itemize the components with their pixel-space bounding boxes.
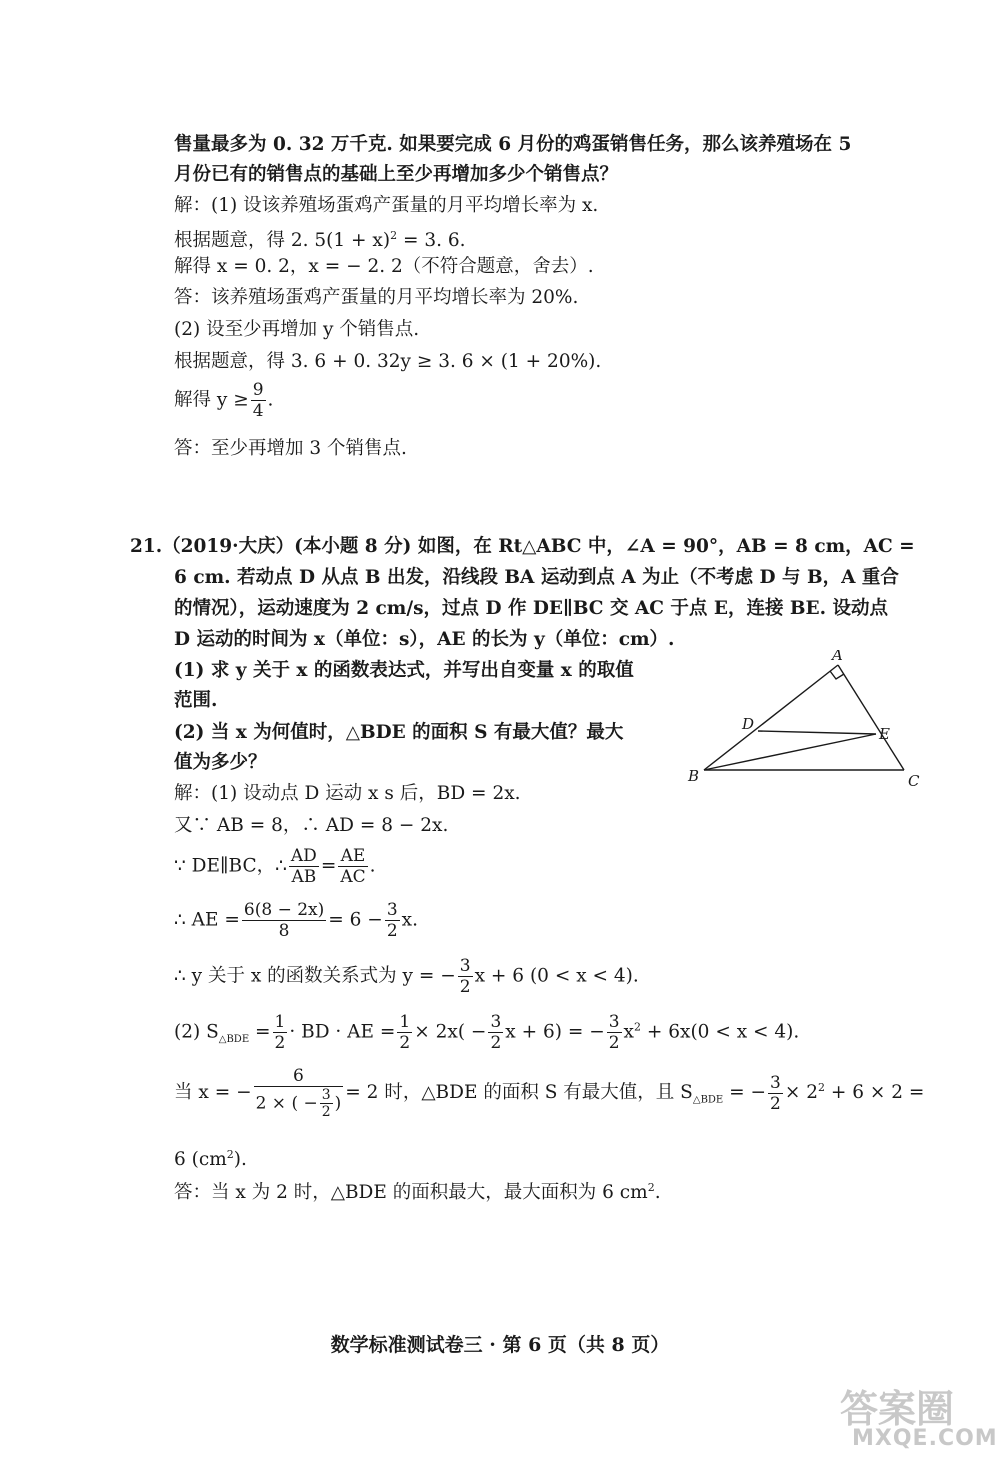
solution-line: 答：至少再增加 3 个销售点. [174, 438, 407, 459]
solution-line: ∴ AE = $\frac{6(8 - 2x)}{8}$ = 6 − $\frac{3}{2}$ x. [174, 900, 418, 941]
label-e: E [879, 725, 890, 743]
problem-text-line: (1) 求 y 关于 x 的函数表达式，并写出自变量 x 的取值 [174, 660, 634, 681]
solution-line: 解：(1) 设动点 D 运动 x s 后，BD = 2x. [174, 783, 521, 804]
solution-line: 6 $(cm^2)$. [174, 1148, 247, 1171]
label-b: B [688, 767, 700, 785]
solution-line: (2) 设至少再增加 y 个销售点. [174, 319, 420, 340]
problem-text-line: 售量最多为 0. 32 万千克. 如果要完成 6 月份的鸡蛋销售任务，那么该养殖场在 5 [174, 134, 852, 155]
solution-line: 又∵ AB = 8，∴ AD = 8 − 2x. [174, 815, 449, 836]
segment-ab [704, 665, 838, 770]
label-a: A [832, 650, 843, 664]
problem-text-line: D 运动的时间为 x（单位：s），AE 的长为 y（单位：cm）. [174, 629, 675, 650]
solution-line: ∵ DE∥BC，∴ $\frac{AD}{AB}$ = $\frac{AE}{AC}$ . [174, 846, 376, 887]
solution-line: 根据题意，得 2. $5(1 + x)^2 = 3$. 6. [174, 229, 466, 252]
triangle-figure [680, 650, 920, 790]
problem-text-line: 范围. [174, 690, 218, 711]
problem-text-line: 的情况），运动速度为 2 cm/s，过点 D 作 DE∥BC 交 AC 于点 E，连接 BE. 设动点 [174, 598, 889, 619]
watermark-logo [836, 1376, 996, 1456]
problem-text-line: 6 cm. 若动点 D 从点 B 出发，沿线段 BA 运动到点 A 为止（不考虑 D 与 B，A 重合 [174, 567, 899, 588]
solution-line: 根据题意，得 3. 6 + 0. 32y ≥ 3. 6 × (1 + 20%). [174, 351, 602, 372]
problem-text-line: 月份已有的销售点的基础上至少再增加多少个销售点？ [174, 164, 619, 185]
solution-line: 答：当 x 为 2 时，△BDE 的面积最大，最大面积为 6 $cm^2$. [174, 1181, 661, 1204]
solution-line: ∴ y 关于 x 的函数关系式为 y = − $\frac{3}{2}$ x + 6 (0 < x < 4). [174, 956, 639, 997]
solution-line: (2) $S_{\triangle BDE}$ = $\frac{1}{2}$ · BD · AE = $\frac{1}{2}$ × 2x( − $\frac{3}{2}$ x + 6) = − $\frac{3}{2}$ $x^2 + 6x(0 < x < 4)$. [174, 1012, 800, 1053]
solution-line: 解：(1) 设该养殖场蛋鸡产蛋量的月平均增长率为 x. [174, 195, 599, 216]
solution-line: 解得 x = 0. 2，x = − 2. 2（不符合题意，舍去）. [174, 256, 594, 277]
label-c: C [908, 772, 920, 790]
problem-text-line: (2) 当 x 为何值时，△BDE 的面积 S 有最大值？最大 [174, 722, 624, 743]
solution-line: 当 x = − 6 2 × ( − $\frac{3}{2}$ ) = 2 时，△BDE 的面积 S 有最大值，且 $S_{\triangle BDE}$ = − $\frac{3}{2}$ × $2^2 + 6 \times 2$ = [174, 1066, 925, 1120]
label-d: D [742, 715, 755, 733]
segment-be [704, 734, 876, 770]
segment-ac [838, 665, 904, 770]
page-footer: 数学标准测试卷三 · 第 6 页（共 8 页） [330, 1334, 670, 1356]
segment-de [758, 731, 876, 734]
solution-line: 答：该养殖场蛋鸡产蛋量的月平均增长率为 20%. [174, 287, 579, 308]
watermark-text: 答案圈 [840, 1387, 955, 1431]
problem-text-line: 值为多少？ [174, 752, 267, 773]
problem-text-line: 21.（2019·大庆）(本小题 8 分) 如图，在 Rt△ABC 中，∠A = 90°，AB = 8 cm，AC = [130, 536, 915, 557]
watermark-url: MXQE.COM [852, 1426, 998, 1451]
solution-line: 解得 y ≥ $\frac{9}{4}$ . [174, 380, 274, 421]
